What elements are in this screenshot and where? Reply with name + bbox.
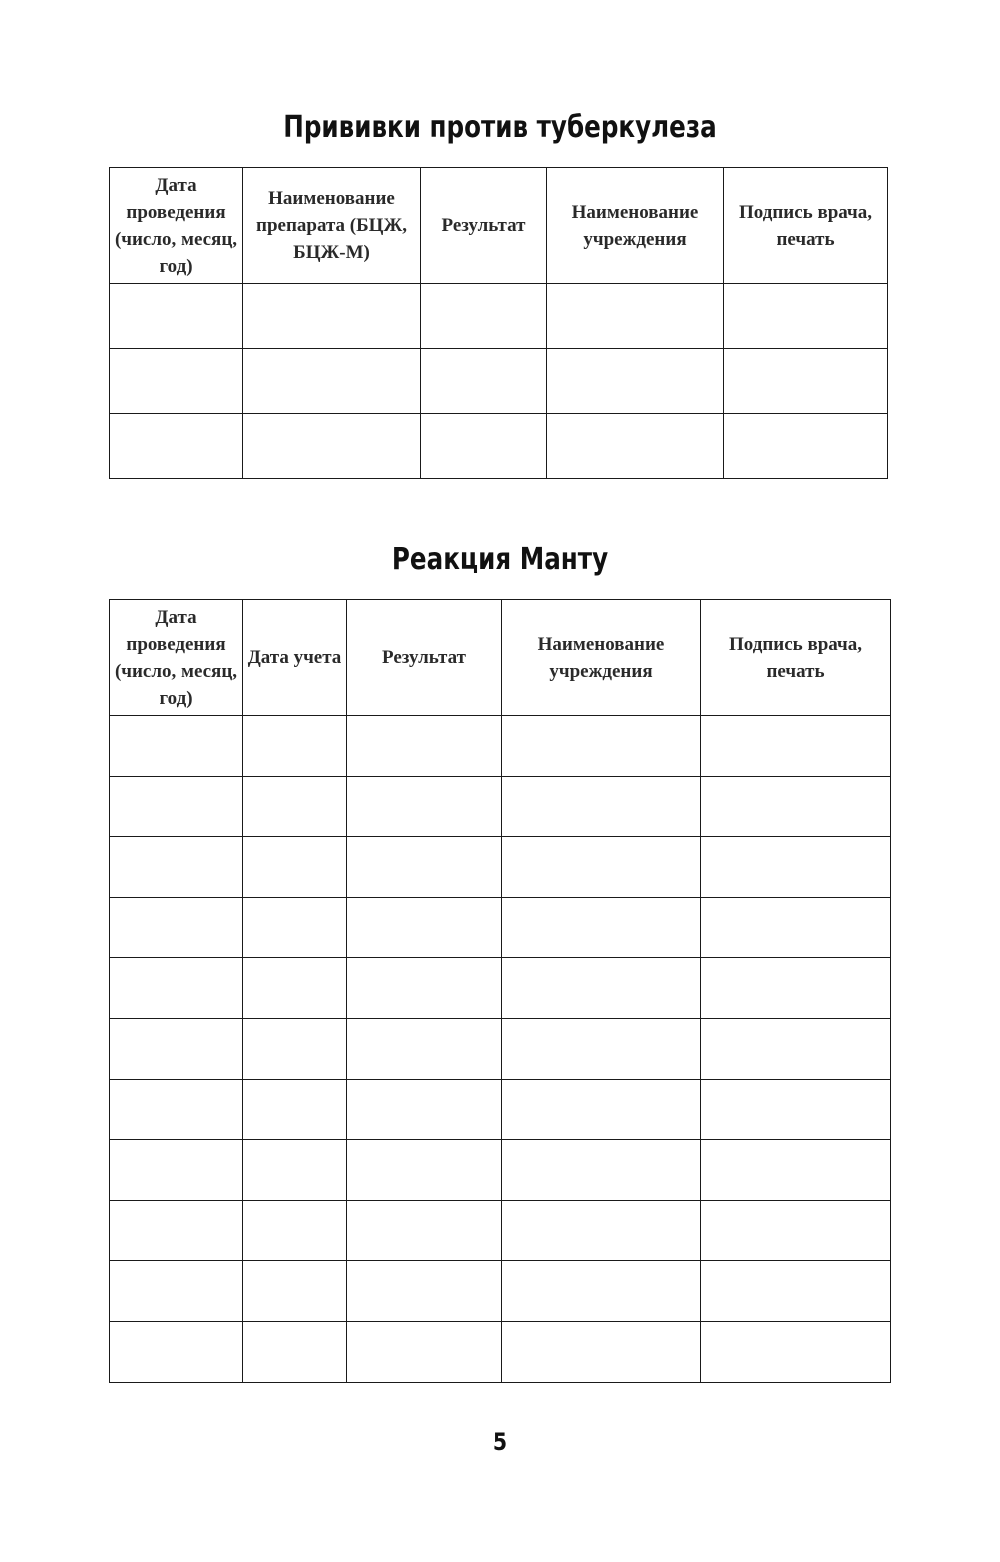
table-cell[interactable]: [724, 284, 888, 349]
table-cell[interactable]: [110, 1200, 243, 1261]
table-row: [110, 958, 891, 1019]
table-cell[interactable]: [701, 776, 891, 837]
table-cell[interactable]: [701, 1079, 891, 1140]
table-cell[interactable]: [243, 1140, 347, 1201]
table-cell[interactable]: [110, 776, 243, 837]
table-cell[interactable]: [243, 1261, 347, 1322]
table-cell[interactable]: [421, 414, 547, 479]
table-row: [110, 1018, 891, 1079]
table-cell[interactable]: [243, 284, 421, 349]
table-cell[interactable]: [701, 716, 891, 777]
table-cell[interactable]: [347, 1018, 502, 1079]
table-cell[interactable]: [110, 897, 243, 958]
table-cell[interactable]: [110, 414, 243, 479]
table-header-row: [110, 168, 888, 284]
table-cell[interactable]: [347, 958, 502, 1019]
table-cell[interactable]: [502, 776, 701, 837]
table-cell[interactable]: [110, 1321, 243, 1382]
table-cell[interactable]: [502, 897, 701, 958]
table-cell[interactable]: [547, 284, 724, 349]
table-cell[interactable]: [701, 897, 891, 958]
table-cell[interactable]: [110, 1261, 243, 1322]
table-cell[interactable]: [502, 1321, 701, 1382]
table-cell[interactable]: [701, 958, 891, 1019]
table-cell[interactable]: [110, 1018, 243, 1079]
column-header-result: Результат: [421, 168, 547, 284]
column-header-vaccine-name: Наименование препарата (БЦЖ, БЦЖ-М): [243, 168, 421, 284]
table-cell[interactable]: [724, 414, 888, 479]
table-cell[interactable]: [243, 1018, 347, 1079]
mantoux-section-title: Реакция Манту: [391, 542, 609, 577]
table-cell[interactable]: [701, 1200, 891, 1261]
table-cell[interactable]: [347, 897, 502, 958]
table-cell[interactable]: [502, 1079, 701, 1140]
table-cell[interactable]: [347, 776, 502, 837]
table-cell[interactable]: [110, 284, 243, 349]
table-row: [110, 1321, 891, 1382]
table-cell[interactable]: [347, 837, 502, 898]
column-header-reading-date: Дата учета: [243, 600, 347, 716]
table-cell[interactable]: [243, 837, 347, 898]
table-cell[interactable]: [110, 958, 243, 1019]
column-header-date: Дата проведения (число, месяц, год): [110, 600, 243, 716]
table-cell[interactable]: [547, 349, 724, 414]
table-cell[interactable]: [347, 1200, 502, 1261]
table-cell[interactable]: [421, 349, 547, 414]
tuberculosis-vaccination-table: [109, 167, 888, 479]
column-header-date: Дата проведения (число, месяц, год): [110, 168, 243, 284]
table-cell[interactable]: [243, 897, 347, 958]
table-cell[interactable]: [243, 349, 421, 414]
table-cell[interactable]: [502, 837, 701, 898]
table-cell[interactable]: [347, 1321, 502, 1382]
table-cell[interactable]: [701, 837, 891, 898]
table-cell[interactable]: [110, 349, 243, 414]
table-row: [110, 1261, 891, 1322]
table-cell[interactable]: [502, 1140, 701, 1201]
table-cell[interactable]: [243, 1200, 347, 1261]
table-cell[interactable]: [243, 1321, 347, 1382]
mantoux-reaction-table: [109, 599, 891, 1383]
table-row: [110, 349, 888, 414]
table-cell[interactable]: [110, 1079, 243, 1140]
table-row: [110, 1079, 891, 1140]
table-row: [110, 897, 891, 958]
table-cell[interactable]: [502, 716, 701, 777]
table-header-row: [110, 600, 891, 716]
table-row: [110, 284, 888, 349]
page-number: 5: [492, 1428, 508, 1456]
table-row: [110, 414, 888, 479]
table-cell[interactable]: [724, 349, 888, 414]
table-cell[interactable]: [347, 1079, 502, 1140]
table-row: [110, 1140, 891, 1201]
table-cell[interactable]: [243, 1079, 347, 1140]
table-cell[interactable]: [547, 414, 724, 479]
table-cell[interactable]: [502, 1261, 701, 1322]
column-header-result: Результат: [347, 600, 502, 716]
table-row: [110, 716, 891, 777]
table-cell[interactable]: [347, 716, 502, 777]
table-cell[interactable]: [243, 716, 347, 777]
table-cell[interactable]: [243, 776, 347, 837]
column-header-signature: Подпись врача, печать: [701, 600, 891, 716]
table-cell[interactable]: [502, 1018, 701, 1079]
table-cell[interactable]: [243, 414, 421, 479]
column-header-institution: Наименование учреждения: [502, 600, 701, 716]
column-header-institution: Наименование учреждения: [547, 168, 724, 284]
table-cell[interactable]: [110, 1140, 243, 1201]
table-row: [110, 776, 891, 837]
table-cell[interactable]: [502, 1200, 701, 1261]
table-cell[interactable]: [421, 284, 547, 349]
table-cell[interactable]: [701, 1261, 891, 1322]
table-cell[interactable]: [110, 837, 243, 898]
tuberculosis-section-title: Прививки против туберкулеза: [283, 110, 717, 145]
table-row: [110, 837, 891, 898]
table-cell[interactable]: [243, 958, 347, 1019]
table-cell[interactable]: [110, 716, 243, 777]
table-cell[interactable]: [701, 1140, 891, 1201]
table-cell[interactable]: [701, 1018, 891, 1079]
column-header-signature: Подпись врача, печать: [724, 168, 888, 284]
table-cell[interactable]: [502, 958, 701, 1019]
table-cell[interactable]: [347, 1261, 502, 1322]
table-cell[interactable]: [701, 1321, 891, 1382]
table-cell[interactable]: [347, 1140, 502, 1201]
table-row: [110, 1200, 891, 1261]
